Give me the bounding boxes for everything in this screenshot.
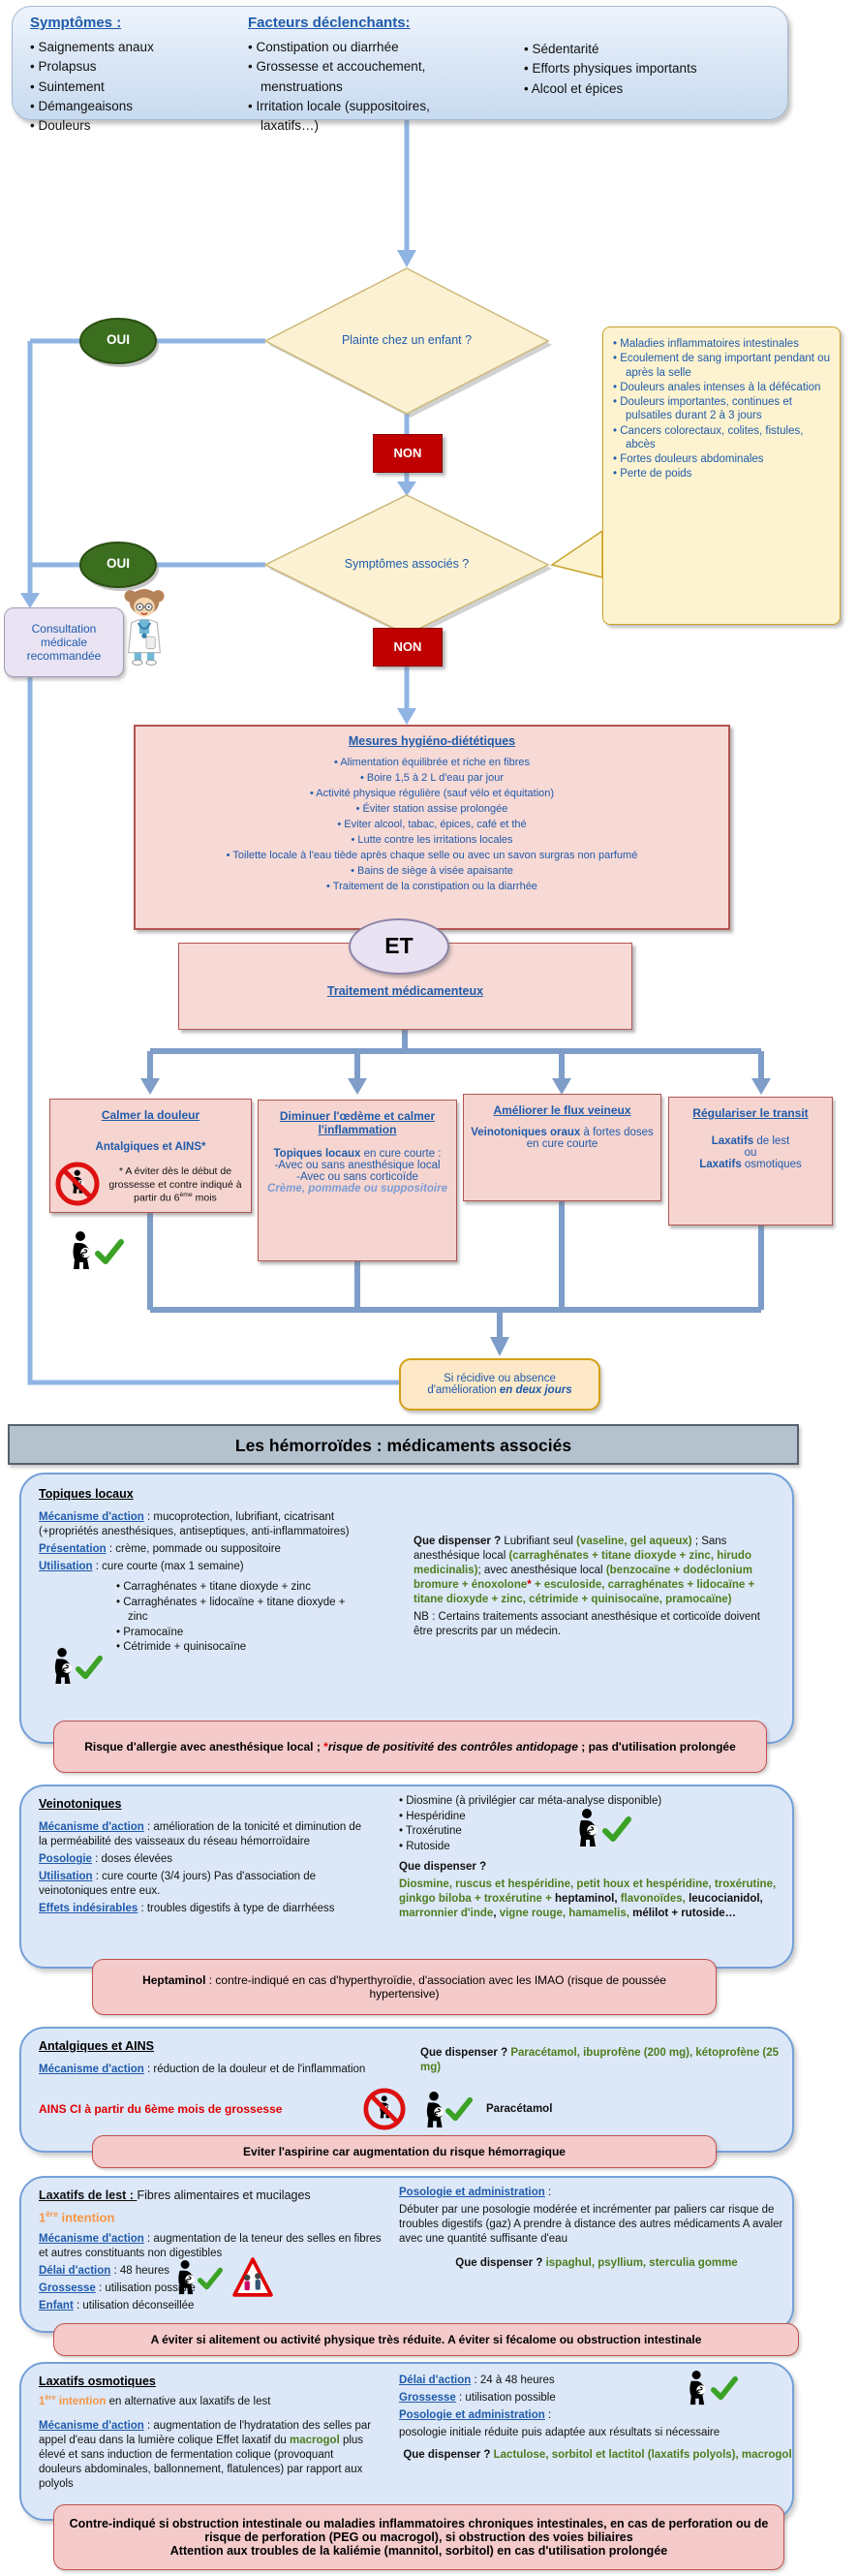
veino-effets: Effets indésirables : troubles digestifs à type de diarrhéess: [39, 1902, 335, 1914]
lest-left-column: [39, 2188, 387, 2316]
list-item: • Traitement de la constipation ou la diarrhée: [145, 880, 719, 895]
veino-heading: Veinotoniques: [39, 1797, 122, 1811]
branch-transit-title: Régulariser le transit: [692, 1106, 809, 1120]
list-item: • Saignements anaux: [30, 38, 224, 57]
associated-medicines-banner: Les hémorroïdes : médicaments associés: [8, 1424, 799, 1465]
lest-posologie-text: Débuter par une posologie modérée et incrémenter par paliers car risque de troubles digestifs (gaz) A prendre à distance des autres médicaments A avaler avec une quantité suffisante d'eau: [399, 2203, 783, 2245]
symptoms-list: [30, 38, 224, 136]
et-connector-ellipse: ET: [349, 918, 449, 975]
green-check-icon: [76, 1655, 103, 1680]
list-item: • Toilette locale à l'eau tiède après chaque selle ou avec un savon surgras non parfumé: [145, 849, 719, 864]
warning-heptaminol: [92, 1959, 717, 2015]
warning-aspirin: [92, 2135, 717, 2168]
topiques-utilisation: Utilisation : cure courte (max 1 semaine): [39, 1561, 244, 1573]
lest-posologie-heading: Posologie et administration :: [399, 2187, 552, 2198]
list-item: • Lutte contre les irritations locales: [145, 833, 719, 849]
lest-delai: Délai d'action : 48 heures: [39, 2265, 170, 2278]
warning-anesthetic-allergy: [53, 1721, 767, 1773]
list-item: • Boire 1,5 à 2 L d'eau par jour: [145, 771, 719, 787]
list-item: • Alcool et épices: [524, 79, 756, 99]
lest-mechanism: Mécanisme d'action : augmentation de la teneur des selles en fibres et autres constituants non digestibles: [39, 2233, 382, 2260]
list-item: • Diosmine (à privilégier car méta-analyse disponible): [399, 1794, 791, 1810]
branch-edema-title: Diminuer l'œdème et calmer l'inflammation: [279, 1109, 436, 1136]
osmo-delai: Délai d'action : 24 à 48 heures: [399, 2374, 555, 2386]
osmo-posologie-heading: Posologie et administration :: [399, 2408, 552, 2421]
veino-posologie: Posologie : doses élevées: [39, 1853, 173, 1866]
non-box-2: NON: [373, 628, 443, 667]
topiques-heading: Topiques locaux: [39, 1487, 134, 1501]
symptoms-column: [30, 15, 224, 136]
list-item: • Troxérutine: [399, 1824, 791, 1840]
topiques-nb-note: NB : Certains traitements associant anesthésique et corticoïde doivent être prescrits par un médecin.: [414, 1610, 760, 1637]
green-check-icon: [198, 2267, 223, 2290]
paracetamol-label: Paracétamol: [486, 2103, 553, 2115]
topiques-left-column: [39, 1486, 387, 1656]
list-item: • Activité physique régulière (sauf vélo et équitation): [145, 787, 719, 802]
branch-edema-inflammation: [258, 1100, 457, 1261]
ains-contraindication: AINS CI à partir du 6ème mois de grossesse: [39, 2102, 283, 2116]
warning-lest-text: A éviter si alitement ou activité physique très réduite. A éviter si fécalome ou obstruction intestinale: [150, 2333, 702, 2346]
branch-transit-body: Laxatifs de lest ou Laxatifs osmotiques: [699, 1135, 802, 1170]
pregnancy-ok-icon: [568, 1808, 607, 1848]
green-check-icon: [445, 2096, 473, 2122]
hygiene-measures-list: [145, 756, 719, 894]
lest-heading: Laxatifs de lest : Fibres alimentaires et mucilages: [39, 2188, 311, 2202]
non-box-1: NON: [373, 434, 443, 473]
osmo-mechanism: Mécanisme d'action : augmentation de l'hydratation des selles par appel d'eau dans la lumière colique Effet laxatif du macrogol plus élevé et sans induction de fermentation colique (provoquant douleurs abdominales, ballonnement, flatulences) par rapport aux polyols: [39, 2420, 372, 2490]
branch-venous-body: Veinotoniques oraux à fortes doses en cure courte: [471, 1127, 654, 1150]
osmo-que-dispenser: Que dispenser ? Lactulose, sorbitol et lactitol (laxatifs polyols), macrogol: [403, 2448, 792, 2461]
no-pregnancy-icon: [54, 1161, 101, 1207]
list-item: • Rutoside: [399, 1840, 791, 1855]
osmo-intention: 1ère intention en alternative aux laxatifs de lest: [39, 2393, 271, 2408]
branch-venous-flow: [463, 1094, 661, 1201]
list-item: • Suintement: [30, 78, 224, 97]
list-item: • Grossesse et accouchement, menstruations: [248, 57, 490, 97]
hygiene-measures-box: [134, 725, 730, 930]
warning-osmotiques: [53, 2504, 784, 2570]
osmo-grossesse: Grossesse : utilisation possible: [399, 2391, 556, 2404]
veino-drugs: Diosmine, ruscus et hespéridine, petit houx et hespéridine, troxérutine, ginkgo biloba + troxérutine + heptaminol, flavonoïdes, leucocianidol, marronnier d'inde, vigne rouge, hamamelis, mélilot + rutoside…: [399, 1878, 777, 1919]
list-item: • Pramocaïne: [116, 1626, 358, 1641]
list-item: • Douleurs: [30, 116, 224, 136]
section-veinotoniques: [19, 1785, 794, 1969]
list-item: • Démangeaisons: [30, 97, 224, 116]
veino-que-dispenser-label: Que dispenser ?: [399, 1861, 487, 1874]
veino-left-column: [39, 1796, 373, 1919]
drug-treatment-title: Traitement médicamenteux: [326, 984, 484, 998]
list-item: • Irritation locale (suppositoires, laxatifs…): [248, 97, 490, 137]
osmo-heading: Laxatifs osmotiques: [39, 2374, 156, 2388]
green-check-icon: [602, 1816, 631, 1843]
antalgiques-mechanism: Mécanisme d'action : réduction de la douleur et de l'inflammation: [39, 2064, 366, 2076]
nurse-illustration-icon: [120, 587, 169, 667]
topiques-presentation: Présentation : crème, pommade ou suppositoire: [39, 1543, 281, 1556]
lest-right-column: [399, 2186, 794, 2274]
symptoms-title: Symptômes :: [30, 15, 122, 31]
warning-aspirin-text: Eviter l'aspirine car augmentation du risque hémorragique: [243, 2145, 566, 2158]
list-item: • Efforts physiques importants: [524, 59, 756, 78]
lest-grossesse: Grossesse : utilisation possible: [39, 2282, 196, 2295]
triggers-column-2: [524, 40, 756, 99]
consultation-label: Consultation médicale recommandée: [26, 622, 102, 663]
warning-anesthetic-text: Risque d'allergie avec anesthésique local ; *risque de positivité des contrôles antidopage ; pas d'utilisation prolongée: [84, 1740, 736, 1754]
veino-utilisation: Utilisation : cure courte (3/4 jours) Pas d'association de veinotoniques entre eux.: [39, 1871, 316, 1897]
triggers-title: Facteurs déclenchants:: [248, 15, 411, 31]
list-item: • Alimentation équilibrée et riche en fibres: [145, 756, 719, 771]
list-item: • Perte de poids: [613, 467, 832, 481]
branch-edema-body: Topiques locaux en cure courte : -Avec ou sans anesthésique local -Avec ou sans corticoïde Crème, pommade ou suppositoire: [267, 1148, 447, 1195]
green-check-icon: [95, 1238, 124, 1265]
lest-intention: 1ère intention: [39, 2209, 115, 2225]
section-laxatifs-lest: [19, 2176, 794, 2333]
danger-signs-list: [613, 337, 832, 481]
green-check-icon: [711, 2375, 738, 2401]
decision-associated-symptoms: Symptômes associés ?: [344, 557, 470, 571]
list-item: • Cancers colorectaux, colites, fistules, abcès: [613, 424, 832, 452]
symptoms-triggers-box: [12, 6, 788, 133]
list-item: • Constipation ou diarrhée: [248, 38, 490, 57]
list-item: • Hespéridine: [399, 1810, 791, 1825]
branch-pain-relief-title: Calmer la douleur: [101, 1108, 200, 1122]
list-item: • Sédentarité: [524, 40, 756, 59]
list-item: • Bains de siège à visée apaisante: [145, 864, 719, 880]
oui-label-2: OUI: [106, 556, 130, 571]
antalgiques-que-dispenser: Que dispenser ? Paracétamol, ibuprofène (200 mg), kétoprofène (25 mg): [420, 2047, 780, 2073]
osmo-posologie-text: posologie initiale réduite puis adaptée aux résultats si nécessaire: [399, 2426, 720, 2438]
oui-label-1: OUI: [106, 332, 130, 347]
warning-lest: [53, 2323, 799, 2356]
triggers-column: [248, 15, 490, 136]
branch-pain-relief-body: Antalgiques et AINS*: [95, 1141, 206, 1153]
topiques-drug-list: [116, 1580, 358, 1656]
antalgiques-left-column: [39, 2038, 373, 2080]
ains-pregnancy-note: * A éviter dès le début de grossesse et contre indiqué à partir du 6ème mois: [108, 1165, 242, 1204]
pregnancy-ok-icon: [680, 2370, 715, 2406]
decision-child-complaint: Plainte chez un enfant ?: [341, 333, 473, 347]
no-pregnancy-icon: [362, 2087, 407, 2131]
lest-que-dispenser: Que dispenser ? ispaghul, psyllium, sterculia gomme: [455, 2256, 738, 2269]
list-item: • Ecoulement de sang important pendant ou après la selle: [613, 352, 832, 380]
osmo-left-column: [39, 2374, 378, 2495]
list-item: • Eviter alcool, tabac, épices, café et thé: [145, 818, 719, 833]
danger-signs-callout: [602, 326, 841, 625]
list-item: • Carraghénates + titane dioxyde + zinc: [116, 1580, 358, 1596]
list-item: • Cétrimide + quinisocaïne: [116, 1640, 358, 1656]
warning-osmotiques-text: Contre-indiqué si obstruction intestinale ou maladies inflammatoires chroniques intestinales, en cas de perforation ou de risque de perforation (PEG ou macrogol), si obstruction des voies biliaires Attention aux troubles de la kaliémie (mannitol, sorbitol) en cas d'utilisation prolongée: [69, 2517, 769, 2558]
list-item: • Éviter station assise prolongée: [145, 802, 719, 818]
section-topiques-locaux: [19, 1473, 794, 1744]
antalgiques-heading: Antalgiques et AINS: [39, 2039, 154, 2053]
topiques-mechanism: Mécanisme d'action : mucoprotection, lubrifiant, cicatrisant (+propriétés anesthésiques, antiseptiques, anti-inflammatoires): [39, 1511, 350, 1538]
triggers-list: [248, 38, 490, 136]
list-item: • Douleurs anales intenses à la défécation: [613, 381, 832, 394]
branch-venous-title: Améliorer le flux veineux: [493, 1103, 631, 1117]
topiques-right-column: [414, 1535, 781, 1642]
list-item: • Maladies inflammatoires intestinales: [613, 337, 832, 351]
branch-transit: [668, 1097, 833, 1226]
list-item: • Prolapsus: [30, 57, 224, 77]
consultation-box: [4, 607, 124, 677]
list-item: • Douleurs importantes, continues et pulsatiles durant 2 à 3 jours: [613, 395, 832, 423]
section-laxatifs-osmotiques: [19, 2362, 794, 2521]
list-item: • Fortes douleurs abdominales: [613, 452, 832, 466]
section-antalgiques: [19, 2027, 794, 2153]
list-item: • Carraghénates + lidocaïne + titane dioxyde + zinc: [116, 1596, 358, 1626]
hygiene-measures-title: Mesures hygiéno-diététiques: [348, 734, 516, 748]
warning-heptaminol-text: Heptaminol : contre-indiqué en cas d'hyperthyroïdie, d'association avec les IMAO (risque de poussée hypertensive): [142, 1973, 666, 2001]
recurrence-box: [399, 1358, 600, 1411]
children-warning-icon: [232, 2257, 273, 2298]
lest-enfant: Enfant : utilisation déconseillée: [39, 2300, 195, 2312]
veino-mechanism: Mécanisme d'action : amélioration de la tonicité et diminution de la perméabilité des vaisseaux du réseau hémorroïdaire: [39, 1821, 362, 1848]
triggers-list-2: [524, 40, 756, 99]
topiques-que-dispenser: Que dispenser ? Lubrifiant seul (vaseline, gel aqueux) ; Sans anesthésique local (carraghénates + titane dioxyde + zinc, hirudo medicinalis); avec anesthésique local (benzocaïne + dodéclonium bromure + énoxolone* + esculoside, carraghénates + lidocaïne + titane dioxyde + zinc, cétrimide + quinisocaïne, pramocaïne): [414, 1536, 755, 1605]
recurrence-text: Si récidive ou absence d'amélioration en deux jours: [427, 1373, 572, 1396]
